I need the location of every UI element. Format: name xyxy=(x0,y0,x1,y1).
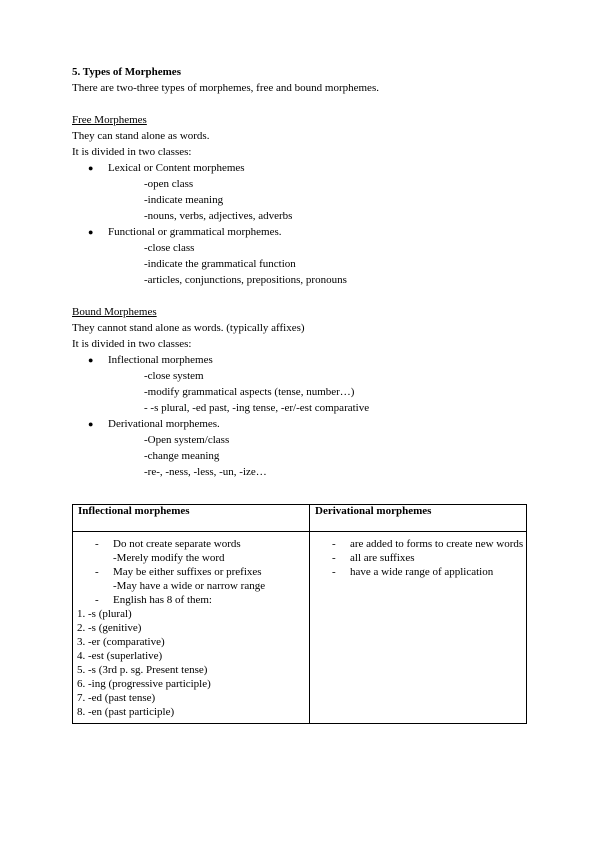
comparison-table xyxy=(72,504,527,724)
sub-point: -articles, conjunctions, prepositions, pronouns xyxy=(144,274,347,286)
list-item xyxy=(72,352,528,368)
header-derivational: Derivational morphemes xyxy=(310,505,527,532)
list-item xyxy=(72,160,528,176)
bound-line1: They cannot stand alone as words. (typically affixes) xyxy=(72,322,305,334)
sub-point: -indicate meaning xyxy=(144,194,224,206)
free-class-label: Lexical or Content morphemes xyxy=(108,162,245,174)
list-item: - are added to forms to create new words xyxy=(332,538,524,550)
numbered-item: 4. -est (superlative) xyxy=(77,650,163,662)
sub-point: -close system xyxy=(144,370,204,382)
list-item xyxy=(72,224,528,240)
numbered-item: 3. -er (comparative) xyxy=(77,636,165,648)
sub-point: - -s plural, -ed past, -ing tense, -er/-est comparative xyxy=(144,402,370,414)
bound-line2: It is divided in two classes: xyxy=(72,338,192,350)
free-line1: They can stand alone as words. xyxy=(72,130,210,142)
bound-heading: Bound Morphemes xyxy=(72,306,157,318)
sub-point: -re-, -ness, -less, -un, -ize… xyxy=(144,466,267,478)
section-title: 5. Types of Morphemes xyxy=(72,66,181,78)
sub-point: -open class xyxy=(144,178,194,190)
sub-point: -nouns, verbs, adjectives, adverbs xyxy=(144,210,293,222)
list-item: - May be either suffixes or prefixes xyxy=(95,566,262,578)
numbered-item: 2. -s (genitive) xyxy=(77,622,142,634)
sub-point: -modify grammatical aspects (tense, number…) xyxy=(144,386,355,398)
sub-point: -Open system/class xyxy=(144,434,230,446)
bullet-icon: ● xyxy=(88,419,94,429)
free-class-label: Functional or grammatical morphemes. xyxy=(108,226,282,238)
bullet-icon: ● xyxy=(88,355,94,365)
list-item: - all are suffixes xyxy=(332,552,415,564)
bound-class-label: Inflectional morphemes xyxy=(108,354,213,366)
free-heading: Free Morphemes xyxy=(72,114,147,126)
numbered-item: 5. -s (3rd p. sg. Present tense) xyxy=(77,664,208,676)
bullet-icon: ● xyxy=(88,227,94,237)
document-body xyxy=(72,64,528,480)
numbered-item: 8. -en (past participle) xyxy=(77,706,175,718)
list-item: - have a wide range of application xyxy=(332,566,494,578)
sub-point: -indicate the grammatical function xyxy=(144,258,296,270)
numbered-item: 6. -ing (progressive participle) xyxy=(77,678,211,690)
list-item: - English has 8 of them: xyxy=(95,594,212,606)
sub-point: -close class xyxy=(144,242,195,254)
derivational-cell xyxy=(310,532,527,724)
header-inflectional: Inflectional morphemes xyxy=(73,505,310,532)
table-row xyxy=(73,532,527,724)
list-item-cont: -Merely modify the word xyxy=(113,552,225,564)
list-item: - Do not create separate words xyxy=(95,538,241,550)
bullet-icon: ● xyxy=(88,163,94,173)
numbered-item: 7. -ed (past tense) xyxy=(77,692,156,704)
sub-point: -change meaning xyxy=(144,450,220,462)
inflectional-cell xyxy=(73,532,310,724)
numbered-item: 1. -s (plural) xyxy=(77,608,132,620)
free-line2: It is divided in two classes: xyxy=(72,146,192,158)
list-item xyxy=(72,416,528,432)
list-item-cont: -May have a wide or narrow range xyxy=(113,580,266,592)
bound-class-label: Derivational morphemes. xyxy=(108,418,220,430)
section-intro: There are two-three types of morphemes, free and bound morphemes. xyxy=(72,82,379,94)
table-header-row xyxy=(73,505,527,532)
